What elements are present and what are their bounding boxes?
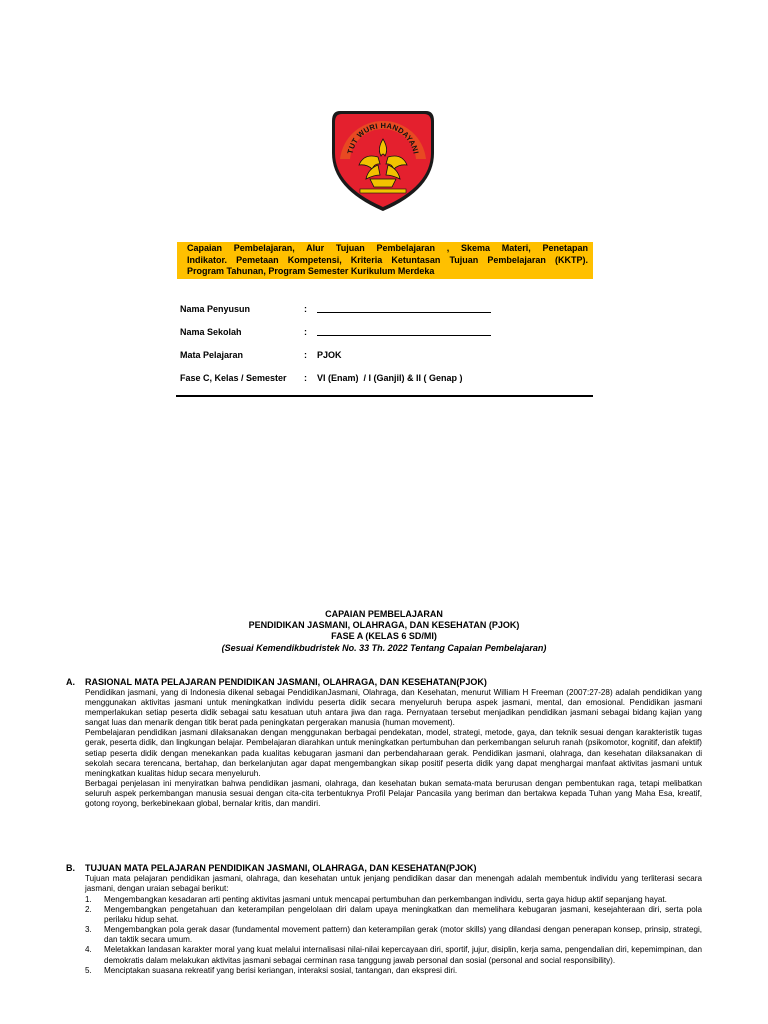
field-label: Fase C, Kelas / Semester bbox=[180, 373, 287, 383]
list-number: 5. bbox=[85, 965, 92, 975]
heading-line-2: PENDIDIKAN JASMANI, OLAHRAGA, DAN KESEHATAN (PJOK) bbox=[248, 620, 520, 631]
field-colon: : bbox=[304, 350, 307, 360]
nama-penyusun-blank bbox=[317, 312, 491, 313]
field-value: VI (Enam) / I (Ganjil) & II ( Genap ) bbox=[317, 373, 463, 383]
list-item bbox=[85, 945, 702, 965]
horizontal-divider bbox=[176, 395, 593, 397]
field-colon: : bbox=[304, 327, 307, 337]
field-value: PJOK bbox=[317, 350, 342, 360]
banner-line-2: Indikator. Pemetaan Kompetensi, Kriteria Ketuntasan Tujuan Pembelajaran (KKTP). bbox=[187, 254, 588, 265]
paragraph: Pendidikan jasmani, yang di Indonesia dikenal sebagai PendidikanJasmani, Olahraga, dan Kesehatan, menurut William H Freeman (2007:27-28) adalah pendidikan yang menggunakan aktivitas jasmani untuk meningkatkan individu peserta didik secara menyeluruh berupa aspek jasmani, mental, dan emosional. Pendidikan jasmani memperlakukan setiap peserta didik sebagai satu kesatuan utuh antara jiwa dan raga. Pernyataan tersebut menjadikan pendidikan jasmani sebagai bidang kajian yang sangat luas dan menarik dengan titik berat pada peningkatan pergerakan manusia (human movement). bbox=[85, 688, 702, 728]
field-label: Mata Pelajaran bbox=[180, 350, 244, 360]
list-item bbox=[85, 966, 702, 976]
list-item bbox=[85, 895, 702, 905]
list-item bbox=[85, 925, 702, 945]
list-text: Menciptakan suasana rekreatif yang berisi keriangan, interaksi sosial, tantangan, dan ekspresi diri. bbox=[104, 965, 458, 975]
list-number: 2. bbox=[85, 905, 92, 915]
section-title-text: TUJUAN MATA PELAJARAN PENDIDIKAN JASMANI, OLAHRAGA, DAN KESEHATAN(PJOK) bbox=[85, 863, 477, 873]
paragraph: Berbagai penjelasan ini menyiratkan bahwa pendidikan jasmani, olahraga, dan kesehatan bukan semata-mata berurusan dengan pembentukan raga, tetapi melibatkan seluruh aspek perkembangan manusia sesuai dengan cita-cita terbentuknya Profil Pelajar Pancasila yang beriman dan bertakwa kepada Tuhan yang Maha Esa, kreatif, gotong royong, berkebinekaan global, bernalar kritis, dan mandiri. bbox=[85, 778, 702, 809]
svg-text:TUT WURI HANDAYANI: TUT WURI HANDAYANI bbox=[345, 120, 421, 155]
list-text: Mengembangkan pengetahuan dan keterampilan pengelolaan diri dalam upaya meningkatkan dan memelihara kebugaran jasmani, kesejahteraan diri, serta pola perilaku hidup sehat. bbox=[104, 905, 702, 925]
list-number: 4. bbox=[85, 945, 92, 955]
section-a-body bbox=[85, 688, 702, 809]
heading-line-4: (Sesuai Kemendikbudristek No. 33 Th. 2022 Tentang Capaian Pembelajaran) bbox=[221, 642, 547, 653]
field-colon: : bbox=[304, 373, 307, 383]
document-title-banner bbox=[177, 242, 593, 279]
list-item bbox=[85, 905, 702, 925]
list-text: Mengembangkan kesadaran arti penting aktivitas jasmani untuk mencapai pertumbuhan dan perkembangan individu, serta gaya hidup aktif sepanjang hayat. bbox=[104, 895, 667, 904]
section-letter: A. bbox=[66, 677, 75, 687]
nama-sekolah-blank bbox=[317, 335, 491, 336]
field-colon: : bbox=[304, 304, 307, 314]
document-heading bbox=[0, 609, 768, 654]
list-number: 1. bbox=[85, 895, 92, 904]
tut-wuri-handayani-logo bbox=[330, 109, 436, 213]
heading-line-3: FASE A (KELAS 6 SD/MI) bbox=[331, 631, 437, 642]
field-label: Nama Sekolah bbox=[180, 327, 242, 337]
paragraph: Tujuan mata pelajaran pendidikan jasmani, olahraga, dan kesehatan untuk jenjang pendidikan dasar dan menengah adalah membentuk individu yang terliterasi secara jasmani, dengan uraian sebagai berikut: bbox=[85, 874, 702, 894]
list-number: 3. bbox=[85, 925, 92, 935]
section-b-intro bbox=[85, 874, 702, 894]
list-text: Mengembangkan pola gerak dasar (fundamental movement pattern) dan keterampilan gerak (motor skills) yang dilandasi dengan penerapan konsep, prinsip, strategi, dan taktik secara umum. bbox=[104, 925, 702, 945]
banner-line-3: Program Tahunan, Program Semester Kurikulum Merdeka bbox=[187, 266, 435, 276]
section-letter: B. bbox=[66, 863, 75, 873]
section-title-text: RASIONAL MATA PELAJARAN PENDIDIKAN JASMANI, OLAHRAGA, DAN KESEHATAN(PJOK) bbox=[85, 677, 487, 687]
heading-line-1: CAPAIAN PEMBELAJARAN bbox=[325, 609, 443, 619]
section-a-title bbox=[66, 677, 487, 687]
section-b-objectives-list bbox=[85, 895, 702, 976]
paragraph: Pembelajaran pendidikan jasmani dilaksanakan dengan menggunakan berbagai pendekatan, model, strategi, metode, gaya, dan teknik sesuai dengan karakteristik tugas gerak, peserta didik, dan lingkungan belajar. Pembelajaran diarahkan untuk meningkatkan pertumbuhan dan perkembangan seluruh ranah (psikomotor, kognitif, dan afektif) setiap peserta didik dengan menekankan pada kualitas kebugaran jasmani dan perbendaharaan gerak. Pendidikan jasmani, olahraga, dan kesehatan dilaksanakan di sekolah secara terencana, bertahap, dan berkelanjutan agar dapat mengembangkan sikap positif peserta didik yang dapat menghargai manfaat aktivitas jasmani untuk meningkatkan kualitas hidup secara menyeluruh. bbox=[85, 728, 702, 778]
field-label: Nama Penyusun bbox=[180, 304, 251, 314]
section-b-title bbox=[66, 863, 477, 873]
banner-line-1: Capaian Pembelajaran, Alur Tujuan Pembelajaran , Skema Materi, Penetapan bbox=[187, 243, 588, 253]
list-text: Meletakkan landasan karakter moral yang kuat melalui internalisasi nilai-nilai kepercayaan diri, sportif, jujur, disiplin, kerja sama, pengendalian diri, kepemimpinan, dan demokratis dalam melakukan aktivitas jasmani sebagai cerminan rasa tanggung jawab personal dan sosial (personal and social responsibility). bbox=[104, 945, 702, 965]
